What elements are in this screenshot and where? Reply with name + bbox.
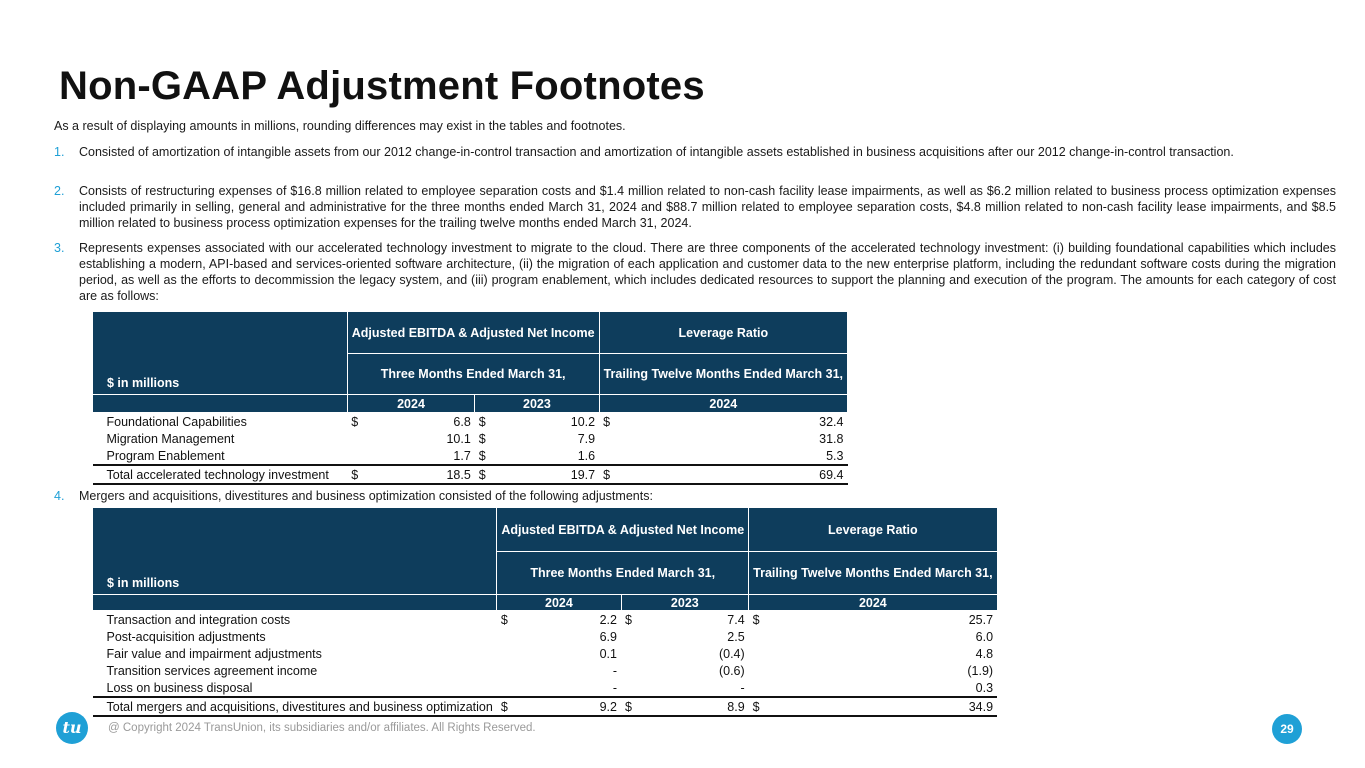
footnote-number: 1. (54, 145, 65, 159)
row-label: Transition services agreement income (106, 663, 318, 678)
currency-symbol: $ (478, 448, 486, 463)
group-header-leverage: Leverage Ratio (599, 312, 847, 354)
value-2024: - (612, 680, 617, 695)
value-2024: 6.9 (599, 629, 617, 644)
value-ttm-2024: 4.8 (975, 646, 994, 661)
value-2023: 7.9 (577, 431, 596, 446)
currency-symbol (497, 679, 528, 697)
table-row (93, 628, 998, 645)
footnote-3 (54, 240, 1336, 304)
row-label: Post-acquisition adjustments (106, 629, 266, 644)
year-header-2023: 2023 (475, 395, 599, 413)
table-row (93, 679, 998, 697)
value-2023: 19.7 (504, 465, 599, 484)
currency-symbol: $ (621, 697, 652, 716)
row-label: Total accelerated technology investment (93, 465, 348, 484)
value-ttm-2024: 5.3 (826, 448, 844, 463)
value-2023: (0.6) (718, 663, 745, 678)
year-header-2024: 2024 (497, 595, 621, 611)
currency-symbol (621, 628, 652, 645)
row-label: Program Enablement (106, 448, 225, 463)
footnote-text: Consisted of amortization of intangible assets from our 2012 change-in-control transaction and amortization of intangible assets established in business acquisitions after our 2012 change-in-control transaction. (79, 145, 1234, 159)
mergers-acquisitions-table (92, 507, 998, 717)
value-2023: 10.2 (570, 414, 596, 429)
page-title: Non-GAAP Adjustment Footnotes (59, 64, 705, 108)
currency-symbol: $ (478, 431, 486, 446)
year-header-ttm-2024: 2024 (749, 595, 997, 611)
value-2024: 18.5 (377, 465, 475, 484)
footnote-text: Represents expenses associated with our accelerated technology investment to migrate to the cloud. There are three components of the accelerated technology investment: (i) building foundational capabilities which includes establishing a modern, API-based and services-oriented software architecture, (ii) the migration of each application and customer data to the new enterprise platform, including the redundant software costs during the migration period, as well as the efforts to decommission the legacy system, and (iii) program enablement, which includes dedicated resources to support the planning and execution of the program. The amounts for each category of cost are as follows: (79, 241, 1336, 303)
currency-symbol: $ (475, 465, 504, 484)
group-header-ebitda: Adjusted EBITDA & Adjusted Net Income (347, 312, 599, 354)
value-2023: 7.4 (727, 612, 745, 627)
value-2024: 9.2 (528, 697, 621, 716)
currency-symbol (497, 645, 528, 662)
row-label: Migration Management (106, 431, 235, 446)
footnote-2 (54, 183, 1336, 231)
table-row (93, 430, 848, 447)
page-number: 29 (1272, 714, 1302, 744)
table-row (93, 447, 848, 465)
currency-symbol: $ (347, 465, 376, 484)
currency-symbol: $ (625, 612, 632, 627)
currency-symbol (347, 447, 376, 465)
currency-symbol: $ (497, 697, 528, 716)
group-header-leverage: Leverage Ratio (749, 508, 997, 552)
value-2024: 6.8 (453, 414, 471, 429)
currency-symbol: $ (752, 612, 760, 627)
year-header-2024: 2024 (347, 395, 475, 413)
footnote-text: Consists of restructuring expenses of $16.8 million related to employee separation costs and $1.4 million related to non-cash facility lease impairments, as well as $6.2 million related to business process optimization expenses included primarily in selling, general and administrative for the three months ended March 31, 2024 and $88.7 million related to employee separation costs, $4.8 million related to non-cash facility lease impairments, and $8.5 million related to business process optimization expenses for the trailing twelve months ended March 31, 2024. (79, 184, 1336, 230)
row-label-header: $ in millions (93, 508, 497, 595)
footnote-number: 4. (54, 489, 65, 503)
value-2024: 2.2 (599, 612, 617, 627)
value-ttm-2024: 69.4 (624, 465, 847, 484)
value-2023: 2.5 (727, 629, 745, 644)
value-2024: 10.1 (446, 431, 471, 446)
accelerated-technology-table (92, 311, 848, 485)
value-ttm-2024: (1.9) (967, 663, 994, 678)
currency-symbol (347, 430, 376, 447)
currency-symbol: $ (478, 414, 486, 429)
currency-symbol: $ (749, 697, 775, 716)
intro-text: As a result of displaying amounts in millions, rounding differences may exist in the tables and footnotes. (54, 119, 626, 133)
row-label: Loss on business disposal (106, 680, 253, 695)
table-row (93, 413, 848, 431)
value-2023: (0.4) (718, 646, 745, 661)
copyright-text: @ Copyright 2024 TransUnion, its subsidiaries and/or affiliates. All Rights Reserved. (108, 722, 536, 734)
currency-symbol (749, 679, 775, 697)
transunion-logo: tu (56, 712, 88, 744)
table-row (93, 697, 998, 716)
currency-symbol: $ (500, 612, 508, 627)
value-ttm-2024: 0.3 (975, 680, 994, 695)
table-row (93, 611, 998, 629)
footnote-4 (54, 488, 1336, 504)
table-row (93, 645, 998, 662)
table-row (93, 465, 848, 484)
value-ttm-2024: 25.7 (968, 612, 994, 627)
value-ttm-2024: 34.9 (774, 697, 997, 716)
period-header-three-months: Three Months Ended March 31, (347, 354, 599, 395)
currency-symbol: $ (603, 414, 611, 429)
year-header-2023: 2023 (621, 595, 749, 611)
value-ttm-2024: 32.4 (819, 414, 844, 429)
currency-symbol (621, 679, 652, 697)
currency-symbol (749, 628, 775, 645)
currency-symbol: $ (599, 465, 624, 484)
currency-symbol (621, 662, 652, 679)
period-header-trailing: Trailing Twelve Months Ended March 31, (599, 354, 847, 395)
currency-symbol (621, 645, 652, 662)
value-2023: 1.6 (577, 448, 596, 463)
row-label: Foundational Capabilities (106, 414, 247, 429)
row-label-header: $ in millions (93, 312, 348, 395)
value-2024: 0.1 (599, 646, 617, 661)
value-2024: 1.7 (453, 448, 471, 463)
table-row (93, 662, 998, 679)
year-header-ttm-2024: 2024 (599, 395, 847, 413)
footnote-number: 3. (54, 241, 65, 255)
footnote-1 (54, 144, 1336, 160)
value-2023: 8.9 (652, 697, 749, 716)
currency-symbol (599, 447, 624, 465)
value-ttm-2024: 31.8 (819, 431, 844, 446)
group-header-ebitda: Adjusted EBITDA & Adjusted Net Income (497, 508, 749, 552)
value-ttm-2024: 6.0 (975, 629, 994, 644)
period-header-three-months: Three Months Ended March 31, (497, 552, 749, 595)
row-label: Total mergers and acquisitions, divestitures and business optimization (93, 697, 497, 716)
row-label: Transaction and integration costs (106, 612, 291, 627)
currency-symbol: $ (351, 414, 359, 429)
footnote-number: 2. (54, 184, 65, 198)
value-2023: - (740, 680, 745, 695)
currency-symbol (599, 430, 624, 447)
footnote-text: Mergers and acquisitions, divestitures and business optimization consisted of the following adjustments: (79, 489, 653, 503)
period-header-trailing: Trailing Twelve Months Ended March 31, (749, 552, 997, 595)
value-2024: - (612, 663, 617, 678)
currency-symbol (749, 662, 775, 679)
currency-symbol (749, 645, 775, 662)
row-label: Fair value and impairment adjustments (106, 646, 322, 661)
currency-symbol (497, 628, 528, 645)
currency-symbol (497, 662, 528, 679)
